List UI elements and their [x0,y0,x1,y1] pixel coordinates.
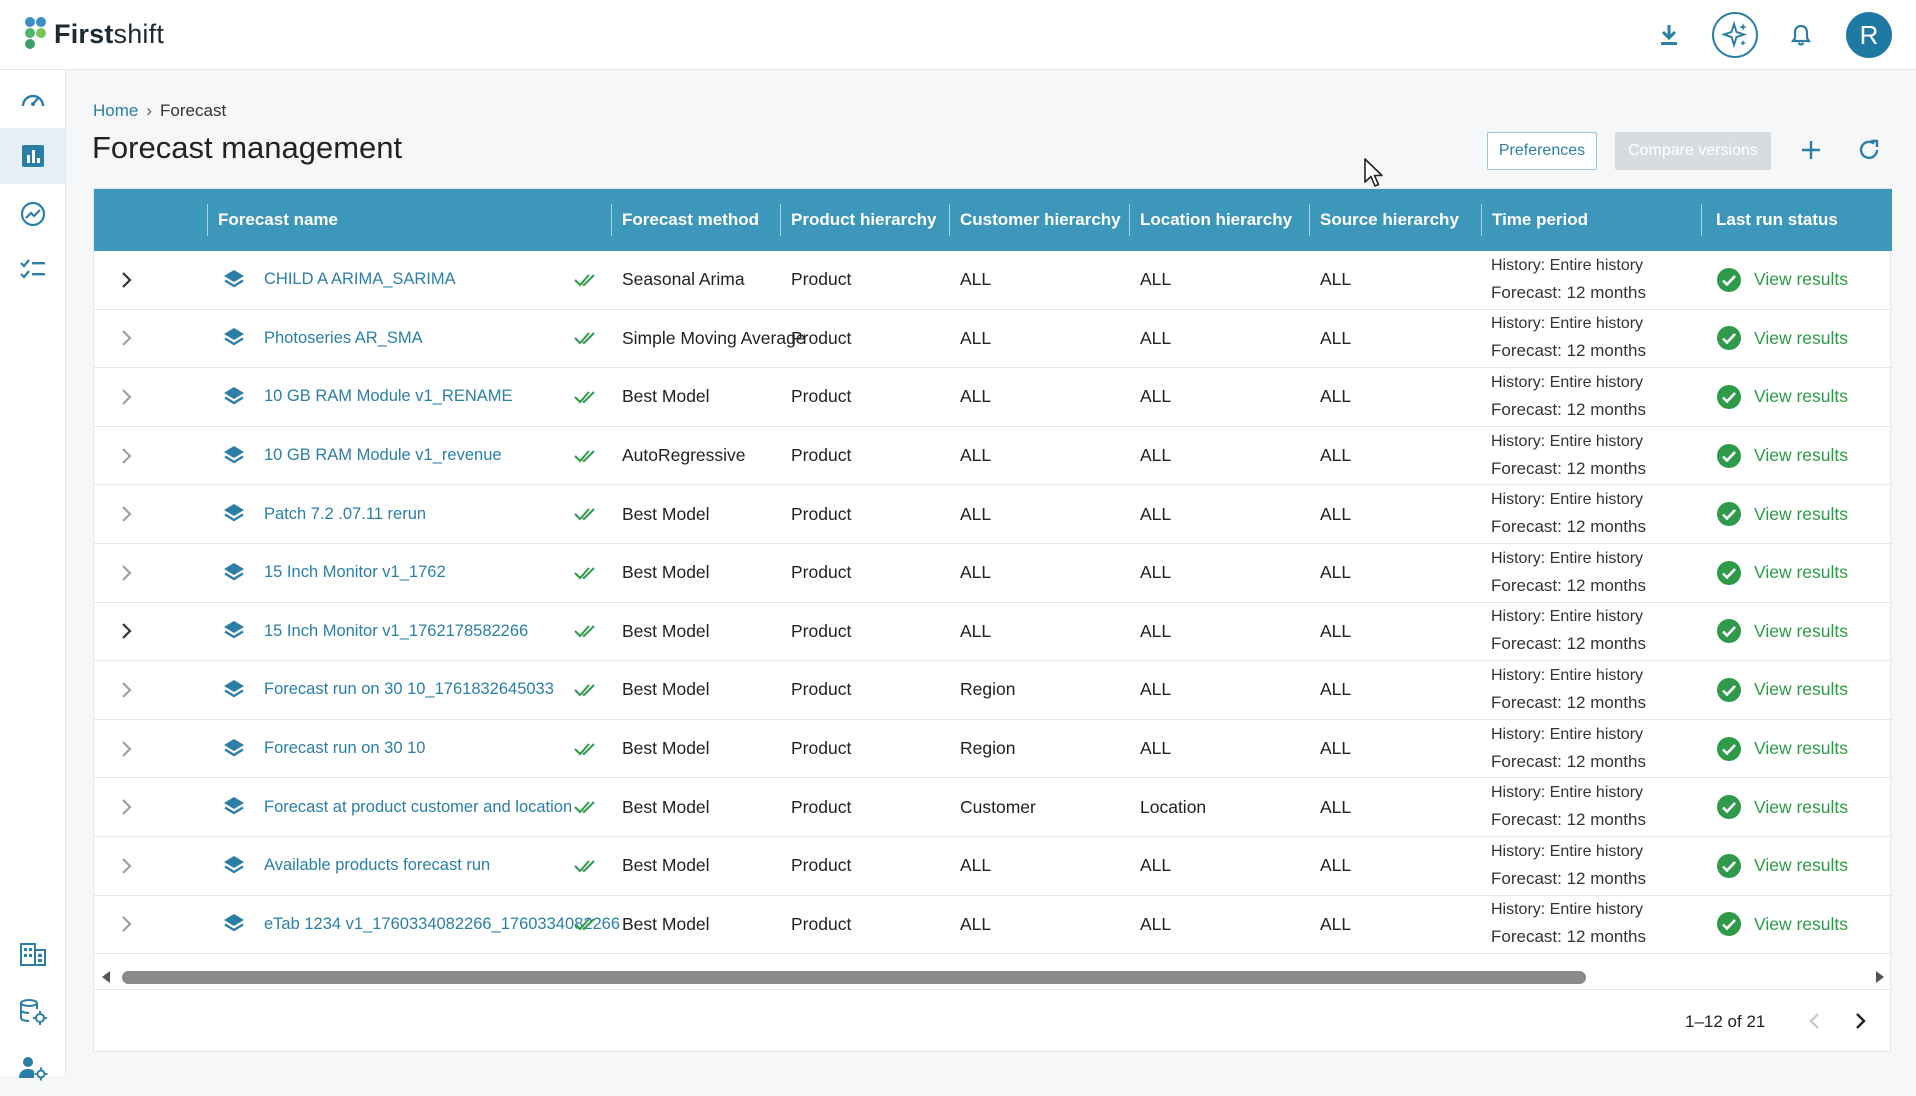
forecast-layer-icon-cell [222,485,248,543]
customer-hierarchy-cell: Customer [960,796,1036,817]
table-row[interactable] [94,778,1892,837]
double-check-icon [574,682,600,698]
forecast-name-cell[interactable] [264,720,550,778]
history-period: History: Entire history [1491,842,1644,860]
column-header-product-hierarchy[interactable]: Product hierarchy [791,210,937,229]
table-row[interactable] [94,544,1892,603]
layers-icon [222,854,246,878]
success-check-circle-icon [1716,736,1742,762]
sparkle-icon [1720,20,1750,50]
forecast-name-link[interactable]: 10 GB RAM Module v1_RENAME [264,387,513,406]
sidebar-item-user-settings[interactable] [0,1040,65,1096]
compare-versions-button[interactable]: Compare versions [1615,132,1771,170]
source-hierarchy-cell: ALL [1320,562,1352,583]
last-run-status-cell [1716,837,1848,895]
breadcrumb-home-link[interactable]: Home [93,101,139,120]
chevron-right-icon [120,798,132,816]
history-period: History: Entire history [1491,725,1644,743]
forecast-layer-icon-cell [222,310,248,368]
view-results-link[interactable]: View results [1754,503,1849,524]
double-check-icon [574,389,600,405]
location-hierarchy-cell: ALL [1140,855,1172,876]
view-results-link[interactable]: View results [1754,386,1849,407]
forecast-name-link[interactable]: 15 Inch Monitor v1_1762 [264,563,446,582]
double-check-icon [574,741,600,757]
last-run-status-cell [1716,778,1848,836]
forecast-method-cell: Best Model [622,503,710,524]
forecast-name-link[interactable]: CHILD A ARIMA_SARIMA [264,270,456,289]
expand-row-button[interactable] [114,485,138,543]
layers-icon [222,326,246,350]
forecast-name-cell[interactable] [264,427,550,485]
table-row[interactable] [94,896,1892,955]
forecast-table [93,188,1891,1052]
view-results-link[interactable]: View results [1754,796,1849,817]
location-hierarchy-cell: ALL [1140,620,1172,641]
forecast-period: Forecast: 12 months [1491,692,1646,712]
forecast-name-link[interactable]: Forecast run on 30 10_1761832645033 [264,680,554,699]
layers-icon [222,737,246,761]
success-check-circle-icon [1716,618,1742,644]
double-check-icon [574,506,600,522]
last-run-status-cell [1716,720,1848,778]
forecast-period: Forecast: 12 months [1491,575,1646,595]
customer-hierarchy-cell: ALL [960,620,992,641]
view-results-link[interactable]: View results [1754,445,1849,466]
location-hierarchy-cell: ALL [1140,738,1172,759]
customer-hierarchy-cell: ALL [960,445,992,466]
forecast-method-cell: Best Model [622,913,710,934]
table-row[interactable] [94,368,1892,427]
success-check-circle-icon [1716,267,1742,293]
history-period: History: Entire history [1491,491,1644,509]
forecast-name-cell[interactable] [264,485,550,543]
location-hierarchy-cell: ALL [1140,445,1172,466]
run-complete-cell [574,251,604,309]
chevron-right-icon [120,915,132,933]
forecast-name-cell[interactable] [264,544,550,602]
last-run-status-cell [1716,485,1848,543]
scrollbar-thumb[interactable] [122,971,1586,984]
last-run-status-cell [1716,544,1848,602]
success-check-circle-icon [1716,560,1742,586]
expand-row-button[interactable] [114,427,138,485]
top-bar [0,0,1916,70]
forecast-name-link[interactable]: 15 Inch Monitor v1_1762178582266 [264,621,529,640]
double-check-icon [574,330,600,346]
view-results-link[interactable]: View results [1754,679,1849,700]
product-hierarchy-cell: Product [791,679,852,700]
success-check-circle-icon [1716,325,1742,351]
forecast-name-link[interactable]: Patch 7.2 .07.11 rerun [264,504,427,523]
pagination-range: 1–12 of 21 [1685,1012,1766,1031]
forecast-layer-icon-cell [222,720,248,778]
forecast-method-cell: Best Model [622,620,710,641]
run-complete-cell [574,720,604,778]
product-hierarchy-cell: Product [791,269,852,290]
expand-row-button[interactable] [114,368,138,426]
forecast-method-cell: Seasonal Arima [622,269,745,290]
success-check-circle-icon [1716,443,1742,469]
run-complete-cell [574,544,604,602]
customer-hierarchy-cell: Region [960,738,1016,759]
mouse-cursor-icon [1363,157,1385,189]
layers-icon [222,795,246,819]
customer-hierarchy-cell: ALL [960,327,992,348]
sidebar-item-data-settings[interactable] [0,984,65,1040]
ai-assistant-button[interactable] [1712,12,1758,58]
time-period-cell [1491,720,1646,778]
last-run-status-cell [1716,603,1848,661]
time-period-cell [1491,310,1646,368]
forecast-period: Forecast: 12 months [1491,927,1646,947]
layers-icon [222,502,246,526]
table-row[interactable] [94,837,1892,896]
source-hierarchy-cell: ALL [1320,620,1352,641]
location-hierarchy-cell: ALL [1140,503,1172,524]
history-period: History: Entire history [1491,608,1644,626]
chevron-right-icon [120,329,132,347]
run-complete-cell [574,778,604,836]
location-hierarchy-cell: ALL [1140,562,1172,583]
database-gear-icon [18,998,48,1026]
forecast-period: Forecast: 12 months [1491,282,1646,302]
run-complete-cell [574,837,604,895]
layers-icon [222,561,246,585]
success-check-circle-icon [1716,794,1742,820]
layers-icon [222,385,246,409]
layers-icon [222,912,246,936]
chevron-right-icon [120,857,132,875]
column-header-location-hierarchy[interactable]: Location hierarchy [1140,210,1293,229]
forecast-name-cell[interactable] [264,603,550,661]
view-results-link[interactable]: View results [1754,327,1849,348]
user-gear-icon [18,1054,48,1082]
customer-hierarchy-cell: ALL [960,913,992,934]
forecast-method-cell: Best Model [622,796,710,817]
chevron-right-icon [120,740,132,758]
location-hierarchy-cell: ALL [1140,386,1172,407]
run-complete-cell [574,603,604,661]
history-period: History: Entire history [1491,549,1644,567]
forecast-name-cell[interactable] [264,837,550,895]
forecast-layer-icon-cell [222,427,248,485]
forecast-layer-icon-cell [222,368,248,426]
history-period: History: Entire history [1491,373,1644,391]
forecast-method-cell: Best Model [622,738,710,759]
forecast-period: Forecast: 12 months [1491,634,1646,654]
double-check-icon [574,448,600,464]
sidebar-item-dashboard[interactable] [0,72,65,128]
expand-row-button[interactable] [114,661,138,719]
chevron-right-icon [120,271,132,289]
forecast-name-cell[interactable] [264,251,550,309]
download-icon [1658,23,1680,47]
forecast-layer-icon-cell [222,661,248,719]
chevron-left-icon [1808,1012,1822,1030]
double-check-icon [574,272,600,288]
run-complete-cell [574,310,604,368]
forecast-name-cell[interactable] [264,661,554,719]
time-period-cell [1491,778,1646,836]
forecast-layer-icon-cell [222,896,248,954]
chevron-right-icon [120,447,132,465]
history-period: History: Entire history [1491,666,1644,684]
layers-icon [222,444,246,468]
table-row[interactable] [94,661,1892,720]
speedometer-icon [19,86,47,114]
time-period-cell [1491,603,1646,661]
forecast-name-link[interactable]: Forecast run on 30 10 [264,739,426,758]
forecast-method-cell: Simple Moving Average [622,327,806,348]
sidebar-item-tasks[interactable] [0,242,65,298]
product-hierarchy-cell: Product [791,562,852,583]
next-page-button[interactable] [1843,1004,1877,1038]
time-period-cell [1491,544,1646,602]
history-period: History: Entire history [1491,432,1644,450]
customer-hierarchy-cell: Region [960,679,1016,700]
success-check-circle-icon [1716,384,1742,410]
table-footer [94,989,1892,1053]
download-button[interactable] [1646,12,1692,58]
logo-icon [22,16,50,52]
run-complete-cell [574,368,604,426]
product-hierarchy-cell: Product [791,445,852,466]
history-period: History: Entire history [1491,901,1644,919]
time-period-cell [1491,427,1646,485]
product-hierarchy-cell: Product [791,913,852,934]
forecast-method-cell: Best Model [622,679,710,700]
product-hierarchy-cell: Product [791,327,852,348]
forecast-layer-icon-cell [222,778,248,836]
forecast-layer-icon-cell [222,603,248,661]
sidebar-item-organization[interactable] [0,926,65,982]
bar-chart-icon [21,144,45,168]
trend-chart-icon [19,200,47,228]
bell-icon [1790,23,1812,47]
sidebar-item-analytics[interactable] [0,186,65,242]
product-hierarchy-cell: Product [791,738,852,759]
chevron-right-icon [120,622,132,640]
location-hierarchy-cell: ALL [1140,679,1172,700]
forecast-name-cell[interactable] [264,368,550,426]
history-period: History: Entire history [1491,315,1644,333]
time-period-cell [1491,368,1646,426]
source-hierarchy-cell: ALL [1320,913,1352,934]
double-check-icon [574,799,600,815]
history-period: History: Entire history [1491,256,1644,274]
forecast-period: Forecast: 12 months [1491,458,1646,478]
success-check-circle-icon [1716,677,1742,703]
chevron-right-icon [120,564,132,582]
user-avatar[interactable]: R [1846,12,1892,58]
forecast-period: Forecast: 12 months [1491,517,1646,537]
forecast-period: Forecast: 12 months [1491,751,1646,771]
table-row[interactable] [94,310,1892,369]
chevron-right-icon [120,681,132,699]
double-check-icon [574,623,600,639]
breadcrumb-current: Forecast [160,101,227,120]
view-results-link[interactable]: View results [1754,620,1849,641]
forecast-method-cell: Best Model [622,562,710,583]
expand-row-button[interactable] [114,837,138,895]
forecast-period: Forecast: 12 months [1491,810,1646,830]
history-period: History: Entire history [1491,784,1644,802]
add-forecast-button[interactable] [1791,130,1831,170]
forecast-name-link[interactable]: eTab 1234 v1_1760334082266_1760334082266 [264,914,621,933]
forecast-method-cell: Best Model [622,855,710,876]
forecast-layer-icon-cell [222,544,248,602]
breadcrumb [93,101,226,121]
forecast-name-cell[interactable] [264,310,550,368]
success-check-circle-icon [1716,501,1742,527]
double-check-icon [574,565,600,581]
checklist-icon [19,258,47,282]
double-check-icon [574,858,600,874]
last-run-status-cell [1716,661,1848,719]
table-row[interactable] [94,251,1892,310]
double-check-icon [574,916,600,932]
plus-icon [1800,139,1822,161]
source-hierarchy-cell: ALL [1320,855,1352,876]
expand-row-button[interactable] [114,603,138,661]
customer-hierarchy-cell: ALL [960,503,992,524]
table-row[interactable] [94,427,1892,486]
location-hierarchy-cell: Location [1140,796,1207,817]
time-period-cell [1491,837,1646,895]
previous-page-button[interactable] [1798,1004,1832,1038]
forecast-period: Forecast: 12 months [1491,399,1646,419]
forecast-method-cell: AutoRegressive [622,445,746,466]
product-hierarchy-cell: Product [791,796,852,817]
column-header-time-period[interactable]: Time period [1492,210,1589,229]
time-period-cell [1491,896,1646,954]
product-hierarchy-cell: Product [791,620,852,641]
product-hierarchy-cell: Product [791,503,852,524]
source-hierarchy-cell: ALL [1320,327,1352,348]
column-header-source-hierarchy[interactable]: Source hierarchy [1320,210,1459,229]
customer-hierarchy-cell: ALL [960,269,992,290]
source-hierarchy-cell: ALL [1320,386,1352,407]
run-complete-cell [574,661,604,719]
view-results-link[interactable]: View results [1754,913,1849,934]
customer-hierarchy-cell: ALL [960,855,992,876]
refresh-button[interactable] [1849,130,1889,170]
building-icon [19,941,47,967]
expand-row-button[interactable] [114,778,138,836]
source-hierarchy-cell: ALL [1320,269,1352,290]
run-complete-cell [574,485,604,543]
last-run-status-cell [1716,427,1848,485]
forecast-name-cell[interactable] [264,896,621,954]
product-hierarchy-cell: Product [791,386,852,407]
customer-hierarchy-cell: ALL [960,386,992,407]
expand-row-button[interactable] [114,544,138,602]
expand-row-button[interactable] [114,310,138,368]
forecast-name-cell[interactable] [264,778,573,836]
success-check-circle-icon [1716,911,1742,937]
breadcrumb-separator: › [146,101,153,120]
firstshift-logo[interactable] [22,14,164,54]
source-hierarchy-cell: ALL [1320,679,1352,700]
table-row[interactable] [94,720,1892,779]
forecast-name-link[interactable]: 10 GB RAM Module v1_revenue [264,446,502,465]
forecast-name-link[interactable]: Available products forecast run [264,856,491,875]
refresh-icon [1857,138,1881,162]
last-run-status-cell [1716,896,1848,954]
source-hierarchy-cell: ALL [1320,738,1352,759]
logo-text: Firstshift [54,18,165,49]
location-hierarchy-cell: ALL [1140,327,1172,348]
table-header [94,189,1892,251]
forecast-layer-icon-cell [222,837,248,895]
layers-icon [222,678,246,702]
customer-hierarchy-cell: ALL [960,562,992,583]
horizontal-scrollbar[interactable] [94,965,1892,989]
view-results-link[interactable]: View results [1754,269,1849,290]
forecast-period: Forecast: 12 months [1491,868,1646,888]
time-period-cell [1491,485,1646,543]
source-hierarchy-cell: ALL [1320,503,1352,524]
time-period-cell [1491,251,1646,309]
column-header-customer-hierarchy[interactable]: Customer hierarchy [960,210,1121,229]
column-header-last-run-status[interactable]: Last run status [1716,210,1838,229]
view-results-link[interactable]: View results [1754,562,1849,583]
table-row[interactable] [94,603,1892,662]
last-run-status-cell [1716,310,1848,368]
column-header-forecast-method[interactable]: Forecast method [622,210,759,229]
view-results-link[interactable]: View results [1754,855,1849,876]
layers-icon [222,268,246,292]
scroll-left-arrow-icon[interactable] [99,970,113,984]
chevron-right-icon [1853,1012,1867,1030]
column-header-forecast-name[interactable]: Forecast name [218,210,338,229]
success-check-circle-icon [1716,853,1742,879]
expand-row-button[interactable] [114,896,138,954]
expand-row-button[interactable] [114,720,138,778]
run-complete-cell [574,427,604,485]
sidebar [0,70,66,1076]
page-title: Forecast management [92,130,403,165]
run-complete-cell [574,896,604,954]
source-hierarchy-cell: ALL [1320,796,1352,817]
time-period-cell [1491,661,1646,719]
product-hierarchy-cell: Product [791,855,852,876]
source-hierarchy-cell: ALL [1320,445,1352,466]
forecast-method-cell: Best Model [622,386,710,407]
location-hierarchy-cell: ALL [1140,269,1172,290]
forecast-period: Forecast: 12 months [1491,341,1646,361]
forecast-name-link[interactable]: Photoseries AR_SMA [264,328,423,347]
layers-icon [222,619,246,643]
chevron-right-icon [120,388,132,406]
preferences-button[interactable]: Preferences [1487,132,1597,170]
last-run-status-cell [1716,251,1848,309]
forecast-layer-icon-cell [222,251,248,309]
expand-row-button[interactable] [114,251,138,309]
scroll-right-arrow-icon[interactable] [1873,970,1887,984]
view-results-link[interactable]: View results [1754,738,1849,759]
chevron-right-icon [120,505,132,523]
table-row[interactable] [94,485,1892,544]
location-hierarchy-cell: ALL [1140,913,1172,934]
forecast-name-link[interactable]: Forecast at product customer and location [264,797,573,816]
notifications-button[interactable] [1778,12,1824,58]
last-run-status-cell [1716,368,1848,426]
sidebar-item-forecast[interactable] [0,128,65,184]
